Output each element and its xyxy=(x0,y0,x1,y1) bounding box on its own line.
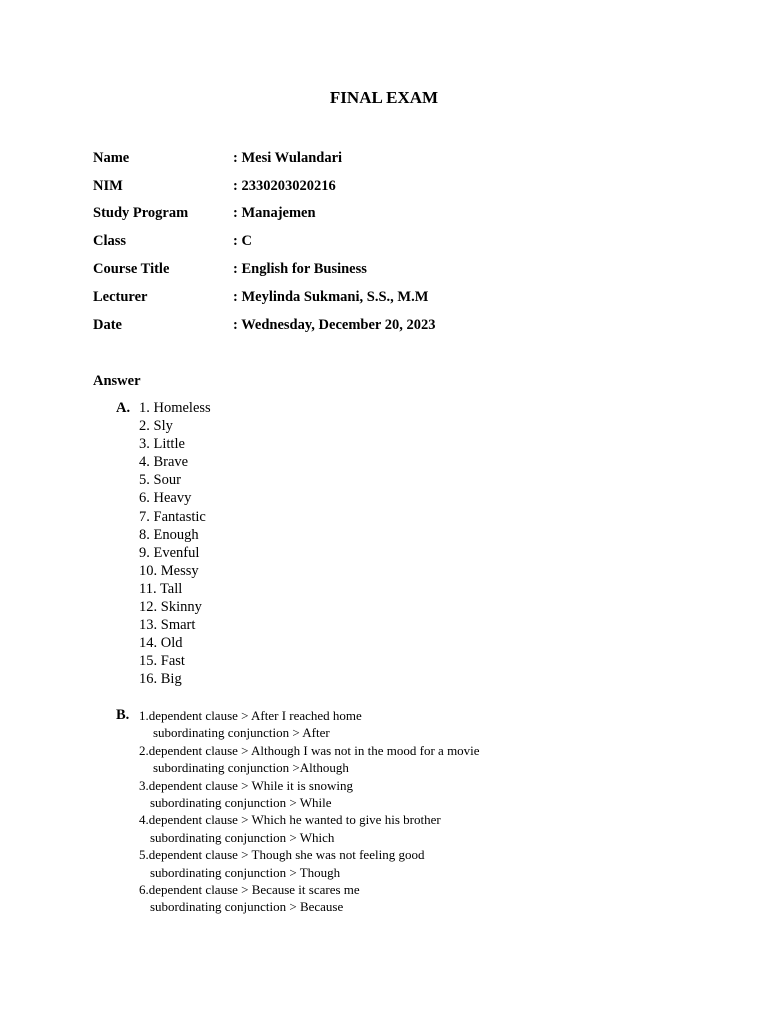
info-row-name xyxy=(93,148,653,168)
info-value: : English for Business xyxy=(233,261,367,277)
info-row-course-title xyxy=(93,259,653,279)
section-b-list xyxy=(139,707,480,916)
list-item: 14. Old xyxy=(139,635,183,652)
section-a-letter: A. xyxy=(116,400,131,416)
list-item xyxy=(139,811,480,846)
dependent-clause: 1.dependent clause > After I reached home xyxy=(139,708,362,723)
subordinating-conjunction: subordinating conjunction > Because xyxy=(150,899,344,915)
info-label: Lecturer xyxy=(93,289,148,305)
list-item: 13. Smart xyxy=(139,617,196,634)
answer-heading: Answer xyxy=(93,373,141,389)
dependent-clause: 4.dependent clause > Which he wanted to give his brother xyxy=(139,812,441,828)
list-item xyxy=(139,846,480,881)
info-row-class xyxy=(93,231,653,251)
subordinating-conjunction: subordinating conjunction > Though xyxy=(150,864,341,880)
list-item: 7. Fantastic xyxy=(139,508,206,525)
list-item xyxy=(139,742,480,777)
list-item: 1. Homeless xyxy=(139,400,211,416)
list-item: 3. Little xyxy=(139,436,185,453)
subordinating-conjunction: subordinating conjunction >Although xyxy=(153,760,349,776)
list-item: 16. Big xyxy=(139,671,182,688)
info-row-study-program xyxy=(93,203,653,223)
list-item: 5. Sour xyxy=(139,472,181,489)
dependent-clause: 5.dependent clause > Though she was not feeling good xyxy=(139,847,425,863)
info-value: : Mesi Wulandari xyxy=(233,150,343,166)
subordinating-conjunction: subordinating conjunction > While xyxy=(150,794,332,810)
info-value: : 2330203020216 xyxy=(233,178,336,194)
list-item: 11. Tall xyxy=(139,580,183,597)
list-item: 9. Evenful xyxy=(139,544,200,561)
info-label: NIM xyxy=(93,178,123,194)
subordinating-conjunction: subordinating conjunction > Which xyxy=(150,829,335,845)
list-item: 2. Sly xyxy=(139,418,173,435)
info-label: Course Title xyxy=(93,261,170,277)
info-label: Name xyxy=(93,150,130,166)
info-row-lecturer xyxy=(93,287,653,307)
list-item xyxy=(139,777,480,812)
info-value: : C xyxy=(233,233,252,249)
list-item: 8. Enough xyxy=(139,526,199,543)
list-item xyxy=(139,881,480,916)
section-a-list xyxy=(139,399,211,689)
list-item: 6. Heavy xyxy=(139,490,192,507)
dependent-clause: 6.dependent clause > Because it scares me xyxy=(139,881,360,897)
info-label: Study Program xyxy=(93,205,189,221)
info-value: : Wednesday, December 20, 2023 xyxy=(233,317,436,333)
section-b-letter: B. xyxy=(116,707,130,723)
info-label: Class xyxy=(93,233,127,249)
info-row-nim xyxy=(93,176,653,196)
info-label: Date xyxy=(93,317,122,333)
list-item xyxy=(139,707,480,742)
list-item: 15. Fast xyxy=(139,653,185,670)
info-value: : Meylinda Sukmani, S.S., M.M xyxy=(233,289,429,305)
info-value: : Manajemen xyxy=(233,205,316,221)
list-item: 4. Brave xyxy=(139,454,189,471)
page-title: FINAL EXAM xyxy=(329,88,439,107)
subordinating-conjunction: subordinating conjunction > After xyxy=(153,725,330,741)
info-row-date xyxy=(93,315,653,335)
list-item: 10. Messy xyxy=(139,562,199,579)
dependent-clause: 3.dependent clause > While it is snowing xyxy=(139,777,353,793)
dependent-clause: 2.dependent clause > Although I was not in the mood for a movie xyxy=(139,742,480,758)
list-item: 12. Skinny xyxy=(139,599,202,616)
